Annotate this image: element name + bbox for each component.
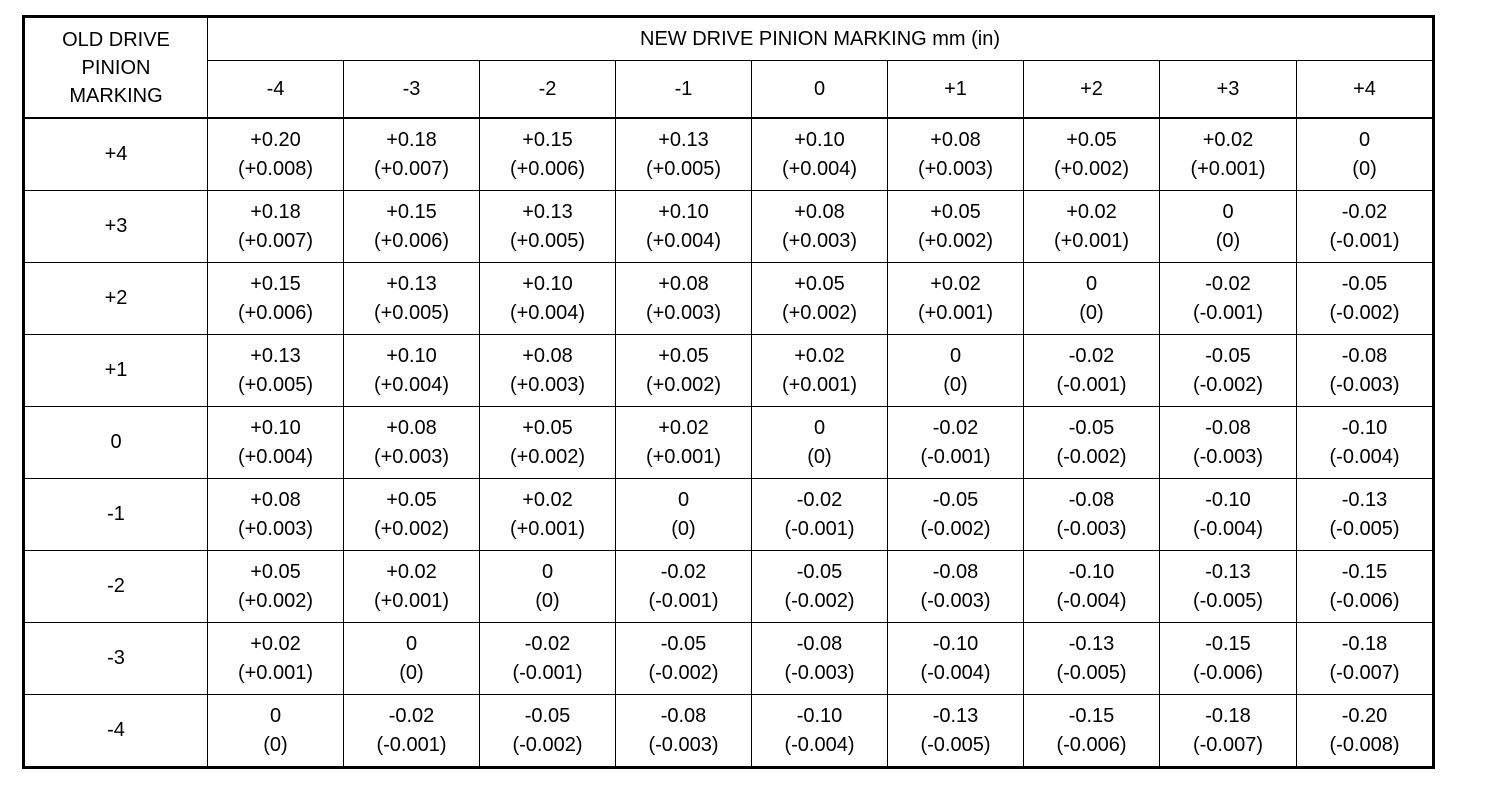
cell-in-value: (0) (399, 661, 424, 684)
cell-mm-value: +0.02 (522, 488, 573, 511)
cell-in-value: (+0.002) (237, 589, 314, 612)
cell-in-value: (-0.003) (1329, 373, 1400, 396)
cell-in-value: (-0.003) (920, 589, 991, 612)
cell-in-value: (+0.005) (509, 229, 586, 252)
cell-mm-value: -0.08 (796, 632, 843, 655)
cell-mm-value: +0.08 (250, 488, 301, 511)
cell-mm-value: -0.02 (660, 560, 707, 583)
cell-in-value: (-0.005) (1192, 589, 1264, 612)
cell-mm-value: -0.18 (1205, 704, 1251, 727)
table-cell (208, 335, 344, 407)
cell-mm-value: +0.10 (250, 416, 301, 439)
cell-mm-value: -0.02 (1068, 344, 1115, 367)
cell-in-value: (+0.001) (1190, 157, 1266, 180)
cell-in-value: (-0.002) (1329, 301, 1400, 324)
table-cell (1160, 335, 1297, 407)
table-cell (1024, 407, 1160, 479)
corner-header-line: PINION (81, 56, 151, 79)
cell-mm-value: +0.15 (522, 128, 573, 151)
cell-mm-value: +0.13 (522, 200, 573, 223)
table-cell (752, 623, 888, 695)
table-cell (616, 335, 752, 407)
cell-mm-value: -0.10 (1068, 560, 1115, 583)
cell-in-value: (-0.002) (1192, 373, 1264, 396)
table-cell (752, 695, 888, 768)
cell-mm-value: 0 (1358, 128, 1371, 151)
cell-mm-value: -0.02 (524, 632, 571, 655)
row-header: -2 (24, 551, 208, 623)
table-cell (888, 695, 1024, 768)
table-cell (888, 118, 1024, 191)
cell-mm-value: -0.10 (1205, 488, 1251, 511)
cell-mm-value: +0.02 (1202, 128, 1254, 151)
table-cell (1024, 479, 1160, 551)
table-cell (616, 118, 752, 191)
cell-in-value: (+0.004) (509, 301, 586, 324)
cell-mm-value: +0.08 (522, 344, 573, 367)
table-row (24, 407, 1434, 479)
cell-in-value: (0) (671, 517, 696, 540)
cell-mm-value: +0.05 (794, 272, 845, 295)
cell-mm-value: +0.13 (386, 272, 437, 295)
table-cell (888, 551, 1024, 623)
row-header: +4 (24, 118, 208, 191)
cell-mm-value: -0.08 (1341, 344, 1388, 367)
table-cell (752, 191, 888, 263)
table-cell (208, 479, 344, 551)
cell-in-value: (+0.002) (645, 373, 722, 396)
cell-in-value: (-0.001) (648, 589, 719, 612)
table-cell (752, 263, 888, 335)
table-cell (616, 695, 752, 768)
table-cell (616, 623, 752, 695)
cell-mm-value: 0 (1085, 272, 1098, 295)
cell-mm-value: -0.05 (932, 488, 979, 511)
row-header: +2 (24, 263, 208, 335)
table-cell (1297, 407, 1434, 479)
table-cell (616, 263, 752, 335)
cell-in-value: (+0.001) (645, 445, 722, 468)
cell-mm-value: +0.05 (386, 488, 437, 511)
cell-mm-value: +0.13 (658, 128, 709, 151)
cell-in-value: (-0.002) (648, 661, 719, 684)
cell-in-value: (+0.002) (781, 301, 858, 324)
table-cell (888, 479, 1024, 551)
table-cell (480, 551, 616, 623)
cell-mm-value: +0.15 (386, 200, 437, 223)
cell-in-value: (+0.002) (373, 517, 450, 540)
cell-mm-value: +0.02 (1066, 200, 1117, 223)
cell-mm-value: +0.05 (250, 560, 301, 583)
cell-mm-value: -0.15 (1205, 632, 1251, 655)
table-cell (480, 118, 616, 191)
cell-in-value: (0) (263, 733, 288, 756)
cell-in-value: (-0.005) (1056, 661, 1127, 684)
cell-mm-value: -0.08 (932, 560, 979, 583)
cell-in-value: (-0.007) (1329, 661, 1400, 684)
cell-mm-value: 0 (269, 704, 282, 727)
cell-mm-value: -0.05 (796, 560, 843, 583)
cell-in-value: (+0.004) (237, 445, 314, 468)
cell-in-value: (+0.005) (237, 373, 314, 396)
table-cell (344, 191, 480, 263)
cell-in-value: (0) (807, 445, 832, 468)
table-cell (1160, 479, 1297, 551)
cell-in-value: (0) (1352, 157, 1377, 180)
table-row (24, 118, 1434, 191)
cell-in-value: (+0.003) (781, 229, 858, 252)
table-cell (1024, 263, 1160, 335)
cell-mm-value: -0.05 (1205, 344, 1251, 367)
cell-mm-value: +0.05 (930, 200, 981, 223)
cell-in-value: (+0.007) (373, 157, 450, 180)
cell-in-value: (+0.001) (237, 661, 314, 684)
table-cell (208, 623, 344, 695)
table-cell (616, 551, 752, 623)
table-cell (344, 479, 480, 551)
row-header: 0 (24, 407, 208, 479)
table-cell (1297, 623, 1434, 695)
cell-in-value: (+0.008) (237, 157, 314, 180)
cell-in-value: (-0.004) (1192, 517, 1264, 540)
column-header: -3 (344, 61, 480, 119)
cell-in-value: (+0.001) (917, 301, 994, 324)
cell-mm-value: +0.08 (386, 416, 437, 439)
cell-mm-value: +0.20 (250, 128, 301, 151)
row-header: -3 (24, 623, 208, 695)
cell-in-value: (-0.001) (512, 661, 583, 684)
table-cell (208, 695, 344, 768)
table-cell (1160, 695, 1297, 768)
table-cell (1024, 695, 1160, 768)
cell-in-value: (+0.006) (373, 229, 450, 252)
cell-in-value: (+0.005) (373, 301, 450, 324)
table-cell (1160, 263, 1297, 335)
cell-in-value: (+0.005) (645, 157, 722, 180)
table-cell (888, 623, 1024, 695)
pinion-marking-table (22, 15, 1435, 769)
table-cell (208, 407, 344, 479)
cell-in-value: (-0.002) (512, 733, 583, 756)
cell-in-value: (+0.003) (237, 517, 314, 540)
cell-mm-value: -0.02 (1205, 272, 1251, 295)
table-cell (752, 407, 888, 479)
cell-mm-value: -0.02 (1341, 200, 1388, 223)
table-cell (208, 263, 344, 335)
table-cell (752, 118, 888, 191)
table-cell (888, 407, 1024, 479)
table-cell (616, 407, 752, 479)
cell-mm-value: -0.08 (1205, 416, 1251, 439)
table-cell (1160, 118, 1297, 191)
cell-mm-value: -0.02 (932, 416, 979, 439)
table-row (24, 695, 1434, 768)
table-row (24, 263, 1434, 335)
cell-in-value: (-0.004) (1056, 589, 1127, 612)
cell-mm-value: -0.10 (932, 632, 979, 655)
column-header: -2 (480, 61, 616, 119)
cell-mm-value: 0 (541, 560, 554, 583)
cell-in-value: (+0.002) (917, 229, 994, 252)
cell-mm-value: 0 (1222, 200, 1234, 223)
table-cell (616, 479, 752, 551)
table-cell (344, 335, 480, 407)
cell-mm-value: -0.18 (1341, 632, 1388, 655)
cell-mm-value: -0.13 (932, 704, 979, 727)
cell-in-value: (-0.003) (648, 733, 719, 756)
cell-in-value: (+0.003) (645, 301, 722, 324)
table-cell (208, 551, 344, 623)
cell-in-value: (-0.008) (1329, 733, 1400, 756)
table-cell (1024, 551, 1160, 623)
cell-mm-value: +0.02 (386, 560, 437, 583)
table-cell (344, 551, 480, 623)
table-cell (1024, 191, 1160, 263)
table-cell (1297, 551, 1434, 623)
cell-mm-value: +0.02 (658, 416, 709, 439)
cell-in-value: (+0.002) (509, 445, 586, 468)
column-header-row (24, 61, 1434, 119)
cell-in-value: (-0.004) (1329, 445, 1400, 468)
cell-in-value: (+0.001) (509, 517, 586, 540)
table-body (24, 118, 1434, 768)
cell-in-value: (+0.004) (373, 373, 450, 396)
cell-in-value: (-0.002) (1056, 445, 1127, 468)
cell-mm-value: +0.08 (794, 200, 845, 223)
table-cell (480, 263, 616, 335)
column-header: -1 (616, 61, 752, 119)
row-header: +1 (24, 335, 208, 407)
cell-in-value: (+0.004) (645, 229, 722, 252)
table-cell (1297, 695, 1434, 768)
cell-in-value: (-0.006) (1056, 733, 1127, 756)
column-header: 0 (752, 61, 888, 119)
table-cell (344, 118, 480, 191)
table-cell (888, 263, 1024, 335)
cell-mm-value: 0 (405, 632, 418, 655)
cell-mm-value: -0.20 (1341, 704, 1388, 727)
cell-mm-value: -0.13 (1205, 560, 1251, 583)
cell-mm-value: +0.10 (794, 128, 845, 151)
table-row (24, 335, 1434, 407)
cell-in-value: (+0.003) (917, 157, 994, 180)
row-header: +3 (24, 191, 208, 263)
cell-mm-value: -0.15 (1068, 704, 1115, 727)
cell-mm-value: +0.10 (658, 200, 709, 223)
table-cell (1160, 191, 1297, 263)
cell-mm-value: +0.18 (386, 128, 437, 151)
table-cell (888, 335, 1024, 407)
table-row (24, 479, 1434, 551)
table-cell (1297, 335, 1434, 407)
cell-mm-value: +0.10 (522, 272, 573, 295)
cell-in-value: (-0.004) (784, 733, 855, 756)
table-cell (480, 695, 616, 768)
cell-mm-value: +0.02 (794, 344, 845, 367)
table-row (24, 191, 1434, 263)
table-cell (1297, 263, 1434, 335)
table-cell (1160, 407, 1297, 479)
table-cell (344, 623, 480, 695)
cell-mm-value: +0.08 (658, 272, 709, 295)
cell-in-value: (0) (943, 373, 968, 396)
cell-in-value: (-0.005) (1329, 517, 1400, 540)
cell-in-value: (-0.001) (920, 445, 991, 468)
cell-mm-value: +0.15 (250, 272, 301, 295)
cell-mm-value: +0.05 (522, 416, 573, 439)
table-cell (616, 191, 752, 263)
cell-in-value: (0) (535, 589, 560, 612)
corner-header-line: OLD DRIVE (62, 28, 170, 51)
cell-in-value: (+0.003) (509, 373, 586, 396)
cell-mm-value: +0.10 (386, 344, 437, 367)
new-drive-pinion-marking-header: NEW DRIVE PINION MARKING mm (in) (208, 17, 1434, 61)
cell-in-value: (+0.002) (1053, 157, 1130, 180)
cell-in-value: (-0.004) (920, 661, 991, 684)
table-cell (1024, 335, 1160, 407)
table-cell (888, 191, 1024, 263)
cell-in-value: (+0.006) (509, 157, 586, 180)
cell-in-value: (-0.006) (1192, 661, 1264, 684)
cell-in-value: (+0.004) (781, 157, 858, 180)
cell-in-value: (-0.001) (784, 517, 855, 540)
cell-mm-value: 0 (677, 488, 690, 511)
cell-in-value: (-0.002) (784, 589, 855, 612)
cell-mm-value: 0 (949, 344, 962, 367)
table-cell (1024, 623, 1160, 695)
row-header: -1 (24, 479, 208, 551)
cell-mm-value: +0.13 (250, 344, 301, 367)
cell-mm-value: -0.05 (660, 632, 707, 655)
cell-in-value: (+0.003) (373, 445, 450, 468)
cell-in-value: (0) (1079, 301, 1104, 324)
table-cell (1297, 191, 1434, 263)
cell-mm-value: -0.02 (796, 488, 843, 511)
table-cell (344, 407, 480, 479)
cell-in-value: (-0.001) (1056, 373, 1127, 396)
cell-mm-value: +0.05 (1066, 128, 1117, 151)
column-header: +1 (888, 61, 1024, 119)
cell-mm-value: +0.18 (250, 200, 301, 223)
cell-in-value: (-0.003) (1192, 445, 1264, 468)
cell-mm-value: -0.10 (1341, 416, 1388, 439)
cell-mm-value: 0 (813, 416, 826, 439)
table-row (24, 551, 1434, 623)
table-cell (480, 191, 616, 263)
column-header: -4 (208, 61, 344, 119)
old-drive-pinion-marking-header (24, 17, 208, 119)
cell-in-value: (-0.001) (376, 733, 447, 756)
cell-mm-value: -0.10 (796, 704, 843, 727)
cell-mm-value: +0.08 (930, 128, 981, 151)
table-cell (344, 263, 480, 335)
cell-in-value: (-0.003) (1056, 517, 1127, 540)
span-header-row (24, 17, 1434, 61)
cell-mm-value: +0.02 (930, 272, 981, 295)
cell-mm-value: -0.15 (1341, 560, 1388, 583)
cell-in-value: (-0.007) (1192, 733, 1264, 756)
table-cell (752, 335, 888, 407)
cell-in-value: (-0.005) (920, 733, 991, 756)
cell-in-value: (+0.001) (781, 373, 858, 396)
column-header: +2 (1024, 61, 1160, 119)
cell-in-value: (+0.001) (1053, 229, 1130, 252)
table-cell (208, 118, 344, 191)
cell-mm-value: +0.02 (250, 632, 301, 655)
table-cell (208, 191, 344, 263)
cell-in-value: (-0.006) (1329, 589, 1400, 612)
cell-mm-value: -0.05 (1068, 416, 1115, 439)
column-header: +3 (1160, 61, 1297, 119)
cell-mm-value: +0.05 (658, 344, 709, 367)
table-cell (1297, 479, 1434, 551)
cell-mm-value: -0.13 (1068, 632, 1115, 655)
cell-in-value: (-0.003) (784, 661, 855, 684)
table-cell (1297, 118, 1434, 191)
table-cell (344, 695, 480, 768)
cell-in-value: (-0.002) (920, 517, 991, 540)
cell-mm-value: -0.02 (388, 704, 435, 727)
cell-mm-value: -0.08 (1068, 488, 1115, 511)
table-row (24, 623, 1434, 695)
cell-mm-value: -0.05 (1341, 272, 1388, 295)
table-cell (480, 407, 616, 479)
cell-in-value: (-0.001) (1329, 229, 1400, 252)
cell-in-value: (-0.001) (1192, 301, 1264, 324)
row-header: -4 (24, 695, 208, 768)
table-cell (1024, 118, 1160, 191)
cell-mm-value: -0.08 (660, 704, 707, 727)
table-cell (752, 551, 888, 623)
cell-mm-value: -0.05 (524, 704, 571, 727)
table-cell (1160, 551, 1297, 623)
table-cell (1160, 623, 1297, 695)
table-cell (480, 479, 616, 551)
cell-in-value: (+0.006) (237, 301, 314, 324)
cell-in-value: (+0.001) (373, 589, 450, 612)
table-cell (480, 335, 616, 407)
corner-header-line: MARKING (69, 84, 163, 107)
table-cell (480, 623, 616, 695)
cell-in-value: (+0.007) (237, 229, 314, 252)
table-cell (752, 479, 888, 551)
column-header: +4 (1297, 61, 1434, 119)
cell-mm-value: -0.13 (1341, 488, 1388, 511)
cell-in-value: (0) (1215, 229, 1241, 252)
